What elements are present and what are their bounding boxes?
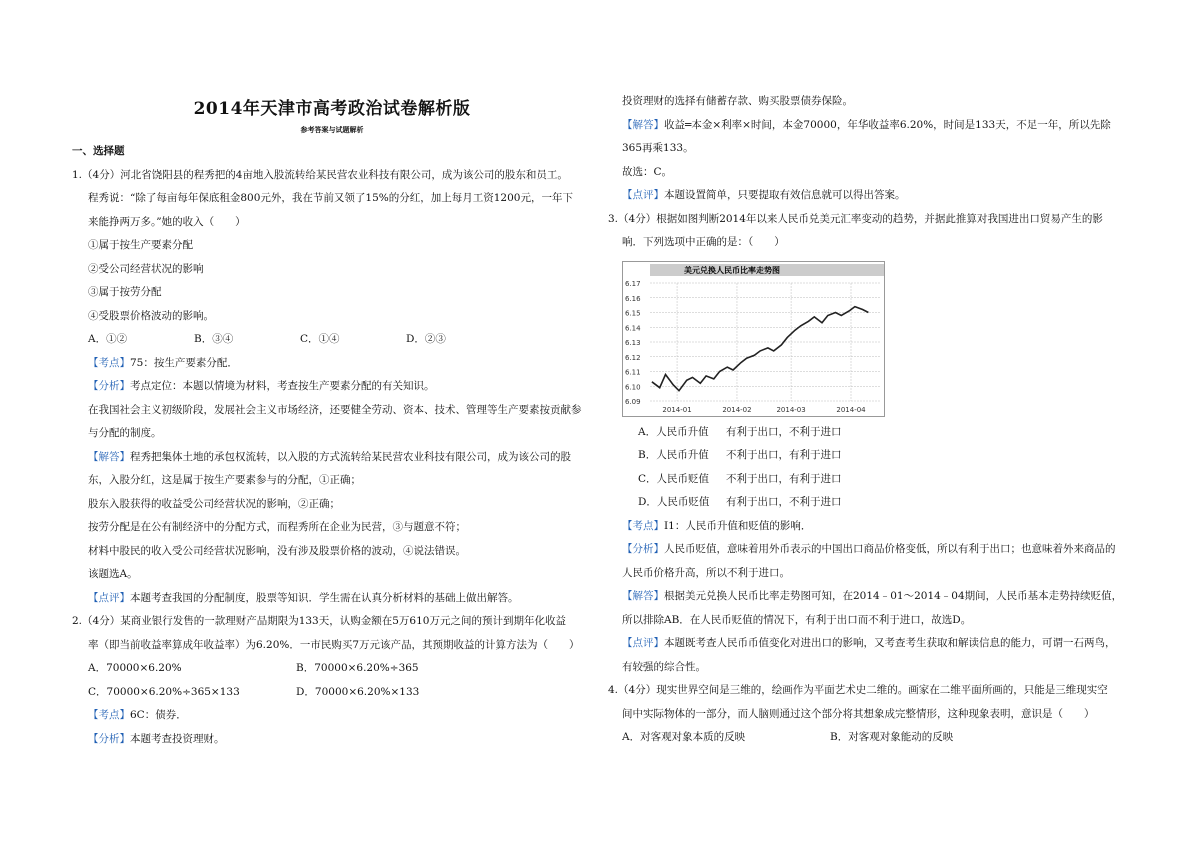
- chart-y-ticks: [625, 280, 641, 406]
- q2-option-a: A．70000×6.20%: [88, 662, 182, 674]
- chart-y-tick-label: 6.10: [625, 382, 641, 391]
- q2-jieda-line: 故选：C。: [622, 165, 673, 178]
- kaodian-text: 75：按生产要素分配．: [130, 356, 238, 369]
- q3-option-b: [622, 444, 1142, 468]
- q3-stem-line: 响．下列选项中正确的是：（ ）: [622, 236, 785, 248]
- jieda-tag: 【解答】: [622, 590, 664, 602]
- dianping-tag: 【点评】: [88, 591, 130, 604]
- q1-fenxi-line: 在我国社会主义初级阶段，发展社会主义市场经济，还要健全劳动、资本、技术、管理等生产要素按贡献参: [88, 403, 582, 416]
- q1-option-a: A．①②: [88, 333, 128, 345]
- kaodian-tag: 【考点】: [622, 519, 664, 532]
- q1-statement: ④受股票价格波动的影响。: [88, 309, 214, 322]
- chart-frame: [623, 261, 885, 416]
- q1-option-d: D．②③: [406, 333, 446, 345]
- q1-kaodian: [72, 352, 592, 376]
- question-3: [608, 208, 1142, 680]
- fenxi-tag: 【分析】: [88, 380, 130, 392]
- q2-jieda: [622, 114, 1142, 138]
- q2-kaodian: [72, 704, 592, 728]
- q3-option-a-label: A．人民币升值: [638, 425, 709, 438]
- fenxi-tag: 【分析】: [622, 543, 664, 555]
- q1-jieda-line: 该题选A。: [88, 568, 138, 580]
- question-1: [72, 164, 592, 611]
- q4-option-b: B．对客观对象能动的反映: [830, 731, 954, 743]
- chart-y-tick-label: 6.09: [625, 397, 641, 406]
- q2-options-row: [72, 681, 592, 705]
- fenxi-tag: 【分析】: [88, 732, 130, 745]
- right-column: [608, 90, 1142, 750]
- q4-option-a: A．对客观对象本质的反映: [622, 731, 746, 743]
- q1-stem-line: 程秀说：“除了每亩每年保底租金800元外，我在节前又领了15%的分红，加上每月工资1200元，一年下: [88, 192, 573, 204]
- chart-x-tick-label: 2014-03: [776, 405, 806, 414]
- q3-fenxi: [622, 538, 1142, 562]
- q3-option-b-label: B．人民币升值: [638, 449, 709, 461]
- q4-stem-line: 4.（4分）现实世界空间是三维的，绘画作为平面艺术史二维的。画家在二维平面所画的，只能是三维现实空: [608, 684, 1108, 696]
- q1-fenxi-line: 与分配的制度。: [88, 427, 162, 439]
- q1-statement: ②受公司经营状况的影响: [88, 262, 204, 275]
- chart-title: 美元兑换人民币比率走势图: [684, 265, 780, 275]
- q2-dianping: [622, 184, 1142, 208]
- q3-option-c-label: C．人民币贬值: [638, 472, 710, 485]
- q3-kaodian: [622, 515, 1142, 539]
- chart-x-tick-label: 2014-04: [836, 405, 866, 414]
- dianping-text: 本题考查我国的分配制度，股票等知识．学生需在认真分析材料的基础上做出解答。: [130, 591, 519, 604]
- page-title: 2014年天津市高考政治试卷解析版: [193, 99, 471, 119]
- q3-option-d-label: D．人民币贬值: [638, 496, 710, 508]
- q3-option-c: [622, 468, 1142, 492]
- chart-y-tick-label: 6.14: [625, 323, 641, 332]
- jieda-tag: 【解答】: [622, 118, 664, 131]
- dianping-text: 本题既考查人民币币值变化对进出口的影响，又考查考生获取和解读信息的能力，可谓一石两鸟，: [664, 637, 1116, 649]
- q2-option-b: B．70000×6.20%÷365: [296, 662, 419, 674]
- chart-x-tick-label: 2014-01: [662, 405, 692, 414]
- exchange-rate-chart: [622, 261, 885, 417]
- q2-stem-line: 2.（4分）某商业银行发售的一款理财产品期限为133天，认购金额在5万610万元之间的预计到期年化收益: [72, 615, 566, 627]
- q1-option-c: C．①④: [300, 333, 340, 345]
- fenxi-text: 人民币贬值，意味着用外币表示的中国出口商品价格变低，所以有利于出口；也意味着外来商品的: [664, 543, 1116, 555]
- q1-stem-line: 来能挣两万多。”她的收入（ ）: [88, 215, 246, 228]
- q2-fenxi-line: 投资理财的选择有储蓄存款、购买股票债券保险。: [622, 95, 853, 107]
- chart-y-tick-label: 6.16: [625, 294, 641, 303]
- q1-dianping: [72, 587, 592, 611]
- q1-statement: ③属于按劳分配: [88, 286, 162, 298]
- q1-option-b: B．③④: [194, 333, 234, 345]
- chart-y-tick-label: 6.11: [625, 368, 641, 376]
- chart-y-tick-label: 6.13: [625, 338, 641, 347]
- fenxi-text: 考点定位：本题以情境为材料，考查按生产要素分配的有关知识。: [130, 380, 435, 392]
- q2-jieda-line: 365再乘133。: [622, 142, 694, 154]
- q3-option-b-text: 不利于出口，有利于进口: [726, 449, 842, 461]
- exchange-rate-chart-svg: [622, 261, 885, 417]
- q2-option-c: C．70000×6.20%÷365×133: [88, 685, 240, 698]
- kaodian-tag: 【考点】: [88, 356, 130, 369]
- page-subtitle: 参考答案与试题解析: [300, 125, 364, 134]
- jieda-text: 根据美元兑换人民币比率走势图可知，在2014﹣01～2014﹣04期间，人民币基本走势持续贬值，: [664, 590, 1123, 602]
- q4-stem-line: 间中实际物体的一部分，而人脑则通过这个部分将其想象成完整情形，这种现象表明，意识是（ ）: [622, 707, 1095, 720]
- kaodian-text: I1：人民币升值和贬值的影响．: [664, 519, 812, 532]
- dianping-text: 本题设置简单，只要提取有效信息就可以得出答案。: [664, 189, 906, 201]
- jieda-text: 程秀把集体土地的承包权流转，以入股的方式流转给某民营农业科技有限公司，成为该公司的股: [130, 450, 571, 463]
- chart-y-tick-label: 6.17: [625, 279, 641, 288]
- q2-options-row: [72, 657, 592, 681]
- q3-stem-line: 3.（4分）根据如图判断2014年以来人民币兑美元汇率变动的趋势，并据此推算对我国进出口贸易产生的影: [608, 212, 1103, 225]
- fenxi-text: 本题考查投资理财。: [130, 732, 225, 745]
- q4-options-row: [622, 726, 1142, 750]
- q3-option-a: [622, 421, 1142, 445]
- q2-option-d: D．70000×6.20%×133: [296, 685, 420, 698]
- q2-stem-line: 率（即当前收益率算成年收益率）为6.20%．一市民购买7万元该产品，其预期收益的计算方法为（ ）: [88, 638, 580, 651]
- q1-jieda-line: 东，入股分红，这是属于按生产要素参与的分配，①正确；: [88, 474, 361, 486]
- q3-fenxi-line: 人民币价格升高，所以不利于进口。: [622, 566, 790, 579]
- q3-option-d: [622, 491, 1142, 515]
- section-heading: 一、选择题: [72, 145, 125, 157]
- q1-fenxi: [72, 375, 592, 399]
- q3-dianping: [622, 632, 1142, 656]
- q2-fenxi: [72, 728, 592, 752]
- q1-jieda: [72, 446, 592, 470]
- q3-dianping-line: 有较强的综合性。: [622, 660, 706, 673]
- jieda-text: 收益═本金×利率×时间，本金70000，年华收益率6.20%，时间是133天，不足一年，所以先除: [664, 118, 1111, 131]
- q1-jieda-line: 材料中股民的收入受公司经营状况影响，没有涉及股票价格的波动，④说法错误。: [88, 544, 466, 557]
- q3-jieda-line: 所以排除AB．在人民币贬值的情况下，有利于出口而不利于进口，故选D。: [622, 613, 972, 626]
- q3-jieda: [622, 585, 1142, 609]
- q1-options: [72, 328, 592, 352]
- q1-jieda-line: 股东入股获得的收益受公司经营状况的影响，②正确；: [88, 497, 340, 510]
- left-column: [72, 0, 592, 751]
- q1-jieda-line: 按劳分配是在公有制经济中的分配方式，而程秀所在企业为民营，③与题意不符；: [88, 521, 466, 533]
- q3-option-c-text: 不利于出口，有利于进口: [726, 472, 842, 485]
- chart-y-tick-label: 6.12: [625, 353, 641, 362]
- dianping-tag: 【点评】: [622, 189, 664, 201]
- kaodian-text: 6C：债券．: [130, 709, 187, 721]
- chart-y-tick-label: 6.15: [625, 309, 641, 317]
- dianping-tag: 【点评】: [622, 637, 664, 649]
- kaodian-tag: 【考点】: [88, 709, 130, 721]
- chart-x-tick-label: 2014-02: [722, 405, 752, 414]
- jieda-tag: 【解答】: [88, 450, 130, 463]
- q3-option-a-text: 有利于出口，不利于进口: [726, 425, 842, 438]
- q3-option-d-text: 有利于出口，不利于进口: [726, 496, 842, 508]
- question-2: [72, 610, 592, 751]
- q1-stem-line: 1.（4分）河北省饶阳县的程秀把的4亩地入股流转给某民营农业科技有限公司，成为该公司的股东和员工。: [72, 168, 568, 181]
- question-4: [608, 679, 1142, 750]
- q1-statement: ①属于按生产要素分配: [88, 239, 193, 251]
